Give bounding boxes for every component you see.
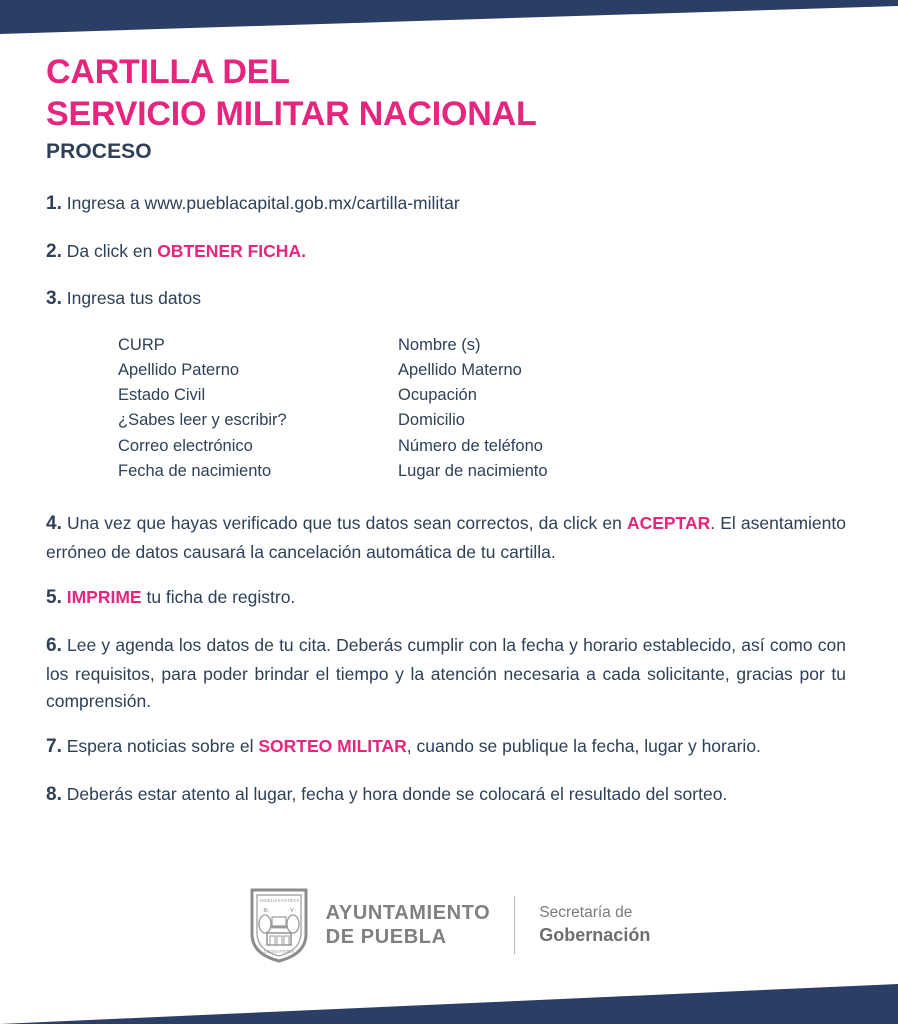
field-label: Ocupación bbox=[398, 386, 477, 405]
fields-right-column bbox=[398, 333, 678, 483]
steps-group-top bbox=[46, 190, 846, 315]
content-column bbox=[46, 52, 846, 829]
step-number: 5. bbox=[46, 587, 62, 609]
svg-text:CIVITAS PVEBLA: CIVITAS PVEBLA bbox=[263, 950, 294, 954]
step-text: tu ficha de registro. bbox=[141, 587, 296, 608]
step-8 bbox=[46, 781, 846, 810]
step-text: Ingresa a www.pueblacapital.gob.mx/cartilla-militar bbox=[66, 192, 460, 213]
steps-group-bottom bbox=[46, 510, 846, 810]
footer-divider bbox=[514, 896, 515, 954]
field-label: Nombre (s) bbox=[398, 336, 481, 355]
step-3 bbox=[46, 285, 846, 314]
puebla-coat-of-arms-icon bbox=[248, 886, 310, 964]
svg-text:·K·: ·K· bbox=[261, 908, 270, 914]
field-label: Número de teléfono bbox=[398, 436, 543, 455]
bottom-navy-wedge bbox=[0, 984, 898, 1024]
step-text: Una vez que hayas verificado que tus datos sean correctos, da click en bbox=[67, 512, 627, 533]
field-label: Estado Civil bbox=[118, 386, 206, 405]
title-line-2: SERVICIO MILITAR NACIONAL bbox=[46, 94, 537, 133]
fields-left-column bbox=[118, 333, 398, 483]
ayuntamiento-line-1: AYUNTAMIENTO bbox=[325, 901, 491, 924]
ayuntamiento-wordmark bbox=[326, 901, 491, 950]
step-highlight: IMPRIME bbox=[66, 587, 142, 608]
step-1 bbox=[46, 190, 846, 219]
footer-logo-block bbox=[0, 886, 898, 964]
step-4 bbox=[46, 510, 846, 565]
step-text: , cuando se publique la fecha, lugar y horario. bbox=[406, 736, 761, 757]
secretaria-line-1: Secretaría de bbox=[539, 903, 633, 921]
step-number: 2. bbox=[46, 240, 62, 262]
field-label: CURP bbox=[118, 336, 165, 355]
step-6 bbox=[46, 632, 846, 714]
svg-text:ANGELIS SVIS DEVS: ANGELIS SVIS DEVS bbox=[258, 898, 299, 903]
field-label: Apellido Paterno bbox=[118, 361, 240, 380]
field-label: Apellido Materno bbox=[398, 361, 522, 380]
step-text: . El asentamiento erróneo de datos causará la cancelación automática de tu cartilla. bbox=[46, 512, 846, 562]
step-number: 8. bbox=[46, 784, 62, 805]
ayuntamiento-line-2: DE PUEBLA bbox=[325, 926, 447, 948]
step-text: Espera noticias sobre el bbox=[66, 736, 259, 757]
field-label: Correo electrónico bbox=[118, 436, 253, 455]
secretaria-line-2: Gobernación bbox=[539, 925, 651, 946]
data-fields-list bbox=[118, 333, 846, 483]
field-label: Lugar de nacimiento bbox=[398, 461, 548, 480]
step-highlight: SORTEO MILITAR bbox=[258, 736, 407, 757]
field-label: ¿Sabes leer y escribir? bbox=[118, 411, 287, 430]
step-text: Da click en bbox=[66, 240, 158, 261]
svg-text:·V·: ·V· bbox=[287, 908, 296, 914]
page-subtitle: PROCESO bbox=[46, 139, 152, 163]
step-highlight: OBTENER FICHA. bbox=[157, 240, 306, 261]
step-number: 3. bbox=[46, 288, 62, 310]
page-title bbox=[46, 52, 846, 164]
field-label: Domicilio bbox=[398, 411, 465, 430]
title-line-1: CARTILLA DEL bbox=[46, 53, 290, 91]
secretaria-wordmark bbox=[539, 902, 650, 948]
step-number: 6. bbox=[46, 635, 62, 657]
step-highlight: ACEPTAR bbox=[626, 512, 711, 533]
step-number: 1. bbox=[46, 192, 62, 214]
step-text: Lee y agenda los datos de tu cita. Deberás cumplir con la fecha y horario establecido, así como con los requisitos, para poder brindar el tiempo y la atención necesaria a cada solicitante, gracias por tu comprensión. bbox=[46, 635, 847, 711]
step-number: 7. bbox=[46, 736, 62, 758]
step-2 bbox=[46, 238, 846, 267]
step-text: Ingresa tus datos bbox=[66, 288, 201, 309]
step-number: 4. bbox=[46, 512, 62, 534]
step-text: Deberás estar atento al lugar, fecha y hora donde se colocará el resultado del sorteo. bbox=[66, 784, 728, 804]
field-label: Fecha de nacimiento bbox=[118, 461, 272, 480]
step-5 bbox=[46, 584, 846, 613]
step-7 bbox=[46, 733, 846, 762]
top-navy-wedge bbox=[0, 0, 898, 34]
